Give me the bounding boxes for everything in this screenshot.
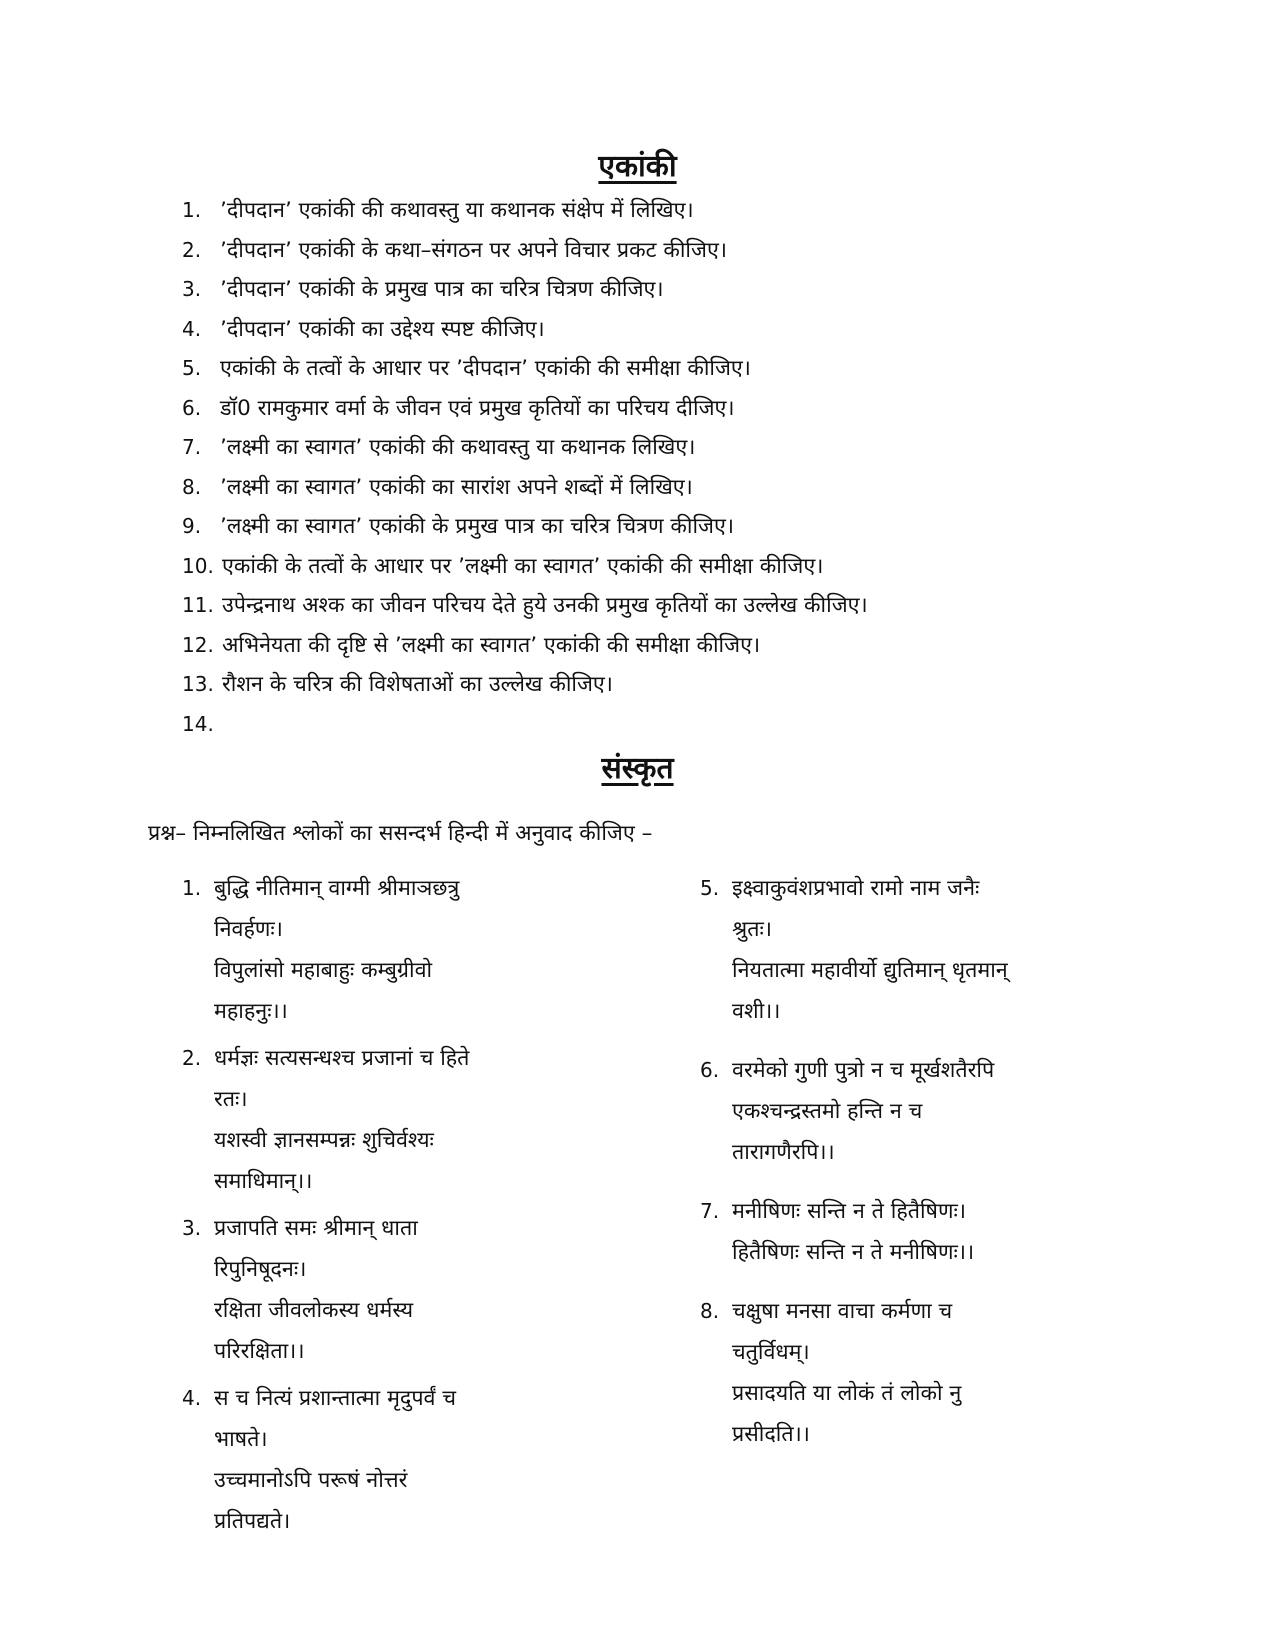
verse-line: चक्षुषा मनसा वाचा कर्मणा च bbox=[732, 1299, 953, 1324]
verse-column-right bbox=[700, 868, 1140, 1461]
verse-number: 4. bbox=[182, 1386, 202, 1410]
verse-item bbox=[700, 1050, 1140, 1173]
question-text: ’दीपदान’ एकांकी का उद्देश्य स्पष्ट कीजिए। bbox=[220, 316, 545, 342]
question-item bbox=[182, 270, 868, 310]
verse-line: नियतात्मा महावीर्यो द्युतिमान् धृतमान् bbox=[732, 958, 1008, 983]
verse-number: 2. bbox=[182, 1046, 202, 1070]
verse-column-left bbox=[182, 868, 622, 1548]
verse-line: वशी।। bbox=[732, 999, 781, 1024]
question-item bbox=[182, 586, 868, 626]
question-number: 8. bbox=[182, 474, 202, 499]
question-text: ’दीपदान’ एकांकी के कथा–संगठन पर अपने विचार प्रकट कीजिए। bbox=[220, 237, 727, 263]
question-text: डॉ0 रामकुमार वर्मा के जीवन एवं प्रमुख कृतियों का परिचय दीजिए। bbox=[220, 395, 735, 421]
question-text: ’लक्ष्मी का स्वागत’ एकांकी की कथावस्तु या कथानक लिखिए। bbox=[220, 435, 696, 460]
verse-number: 3. bbox=[182, 1216, 202, 1240]
verse-line: श्रुतः। bbox=[732, 917, 772, 942]
verse-number: 7. bbox=[700, 1199, 720, 1223]
verse-item bbox=[182, 1208, 622, 1372]
verse-line: बुद्धि नीतिमान् वाग्मी श्रीमाञछत्रु bbox=[214, 876, 460, 901]
question-number: 5. bbox=[182, 356, 202, 380]
question-text: एकांकी के तत्वों के आधार पर ’लक्ष्मी का स्वागत’ एकांकी की समीक्षा कीजिए। bbox=[222, 553, 824, 579]
question-item bbox=[182, 705, 868, 745]
question-number: 9. bbox=[182, 514, 202, 538]
verse-item bbox=[182, 1378, 622, 1542]
question-number: 7. bbox=[182, 435, 202, 459]
verse-item bbox=[700, 1191, 1140, 1273]
question-number: 3. bbox=[182, 277, 202, 301]
verse-line: उच्चमानोऽपि परूषं नोत्तरं bbox=[214, 1468, 408, 1493]
question-item bbox=[182, 310, 868, 350]
verse-number: 6. bbox=[700, 1058, 720, 1082]
question-item bbox=[182, 428, 868, 468]
question-item bbox=[182, 665, 868, 705]
verse-line: परिरक्षिता।। bbox=[214, 1339, 305, 1364]
verse-item bbox=[182, 868, 622, 1032]
verse-item bbox=[700, 1291, 1140, 1455]
verse-line: चतुर्विधम्। bbox=[732, 1340, 810, 1365]
verse-line: मनीषिणः सन्ति न ते हितैषिणः। bbox=[732, 1199, 967, 1224]
question-text: अभिनेयता की दृष्टि से ’लक्ष्मी का स्वागत’ एकांकी की समीक्षा कीजिए। bbox=[222, 632, 761, 658]
verse-number: 8. bbox=[700, 1299, 720, 1323]
verse-line: वरमेको गुणी पुत्रो न च मूर्खशतैरपि bbox=[732, 1058, 995, 1083]
verse-item bbox=[182, 1038, 622, 1202]
question-text: ’दीपदान’ एकांकी की कथावस्तु या कथानक संक्षेप में लिखिए। bbox=[220, 198, 694, 223]
question-item bbox=[182, 191, 868, 231]
verse-line: एकश्चन्द्रस्तमो हन्ति न च bbox=[732, 1099, 923, 1124]
question-text: ’लक्ष्मी का स्वागत’ एकांकी का सारांश अपने शब्दों में लिखिए। bbox=[220, 474, 693, 500]
verse-line: विपुलांसो महाबाहुः कम्बुग्रीवो bbox=[214, 958, 433, 983]
question-text: एकांकी के तत्वों के आधार पर ’दीपदान’ एकांकी की समीक्षा कीजिए। bbox=[220, 356, 751, 381]
question-item bbox=[182, 349, 868, 389]
question-item bbox=[182, 468, 868, 508]
question-item bbox=[182, 626, 868, 666]
verse-line: यशस्वी ज्ञानसम्पन्नः शुचिर्वश्यः bbox=[214, 1128, 434, 1153]
verse-line: प्रतिपद्यते। bbox=[214, 1509, 291, 1534]
verse-line: भाषते। bbox=[214, 1427, 268, 1452]
question-number: 13. bbox=[182, 672, 214, 696]
verse-line: रक्षिता जीवलोकस्य धर्मस्य bbox=[214, 1298, 414, 1323]
question-text: उपेन्द्रनाथ अश्क का जीवन परिचय देते हुये उनकी प्रमुख कृतियों का उल्लेख कीजिए। bbox=[222, 593, 868, 618]
question-item bbox=[182, 389, 868, 429]
verse-line: समाधिमान्।। bbox=[214, 1169, 313, 1194]
question-item bbox=[182, 547, 868, 587]
question-number: 10. bbox=[182, 553, 214, 578]
sanskrit-prompt: प्रश्न– निम्नलिखित श्लोकों का ससन्दर्भ हिन्दी में अनुवाद कीजिए – bbox=[148, 821, 653, 846]
verse-line: तारागणैरपि।। bbox=[732, 1140, 835, 1165]
question-number: 6. bbox=[182, 395, 202, 420]
question-number: 2. bbox=[182, 237, 202, 262]
verse-line: प्रसादयति या लोकं तं लोको नु bbox=[732, 1381, 962, 1406]
verse-line: रतः। bbox=[214, 1087, 248, 1112]
question-number: 12. bbox=[182, 632, 214, 657]
ekanki-heading: एकांकी bbox=[598, 149, 677, 184]
verse-line: स च नित्यं प्रशान्तात्मा मृदुपर्वं च bbox=[214, 1386, 456, 1411]
verse-line: प्रसीदति।। bbox=[732, 1422, 810, 1447]
question-text: रौशन के चरित्र की विशेषताओं का उल्लेख कीजिए। bbox=[222, 672, 613, 697]
verse-line: रिपुनिषूदनः। bbox=[214, 1257, 307, 1282]
verse-number: 5. bbox=[700, 876, 720, 900]
question-number: 4. bbox=[182, 316, 202, 341]
question-number: 14. bbox=[182, 711, 214, 736]
question-number: 11. bbox=[182, 593, 214, 617]
question-item bbox=[182, 507, 868, 547]
question-item bbox=[182, 231, 868, 271]
verse-line: प्रजापति समः श्रीमान् धाता bbox=[214, 1216, 418, 1241]
verse-line: इक्ष्वाकुवंशप्रभावो रामो नाम जनैः bbox=[732, 876, 980, 901]
sanskrit-heading: संस्कृत bbox=[601, 751, 674, 786]
verse-line: हितैषिणः सन्ति न ते मनीषिणः।। bbox=[732, 1240, 975, 1265]
question-text: ’लक्ष्मी का स्वागत’ एकांकी के प्रमुख पात्र का चरित्र चित्रण कीजिए। bbox=[220, 514, 735, 539]
question-number: 1. bbox=[182, 198, 202, 222]
verse-item bbox=[700, 868, 1140, 1032]
verse-number: 1. bbox=[182, 876, 202, 900]
question-text: ’दीपदान’ एकांकी के प्रमुख पात्र का चरित्र चित्रण कीजिए। bbox=[220, 277, 664, 302]
verse-line: महाहनुः।। bbox=[214, 999, 288, 1024]
ekanki-question-list bbox=[182, 191, 868, 744]
verse-line: निवर्हणः। bbox=[214, 917, 283, 942]
verse-line: धर्मज्ञः सत्यसन्धश्च प्रजानां च हिते bbox=[214, 1046, 470, 1071]
